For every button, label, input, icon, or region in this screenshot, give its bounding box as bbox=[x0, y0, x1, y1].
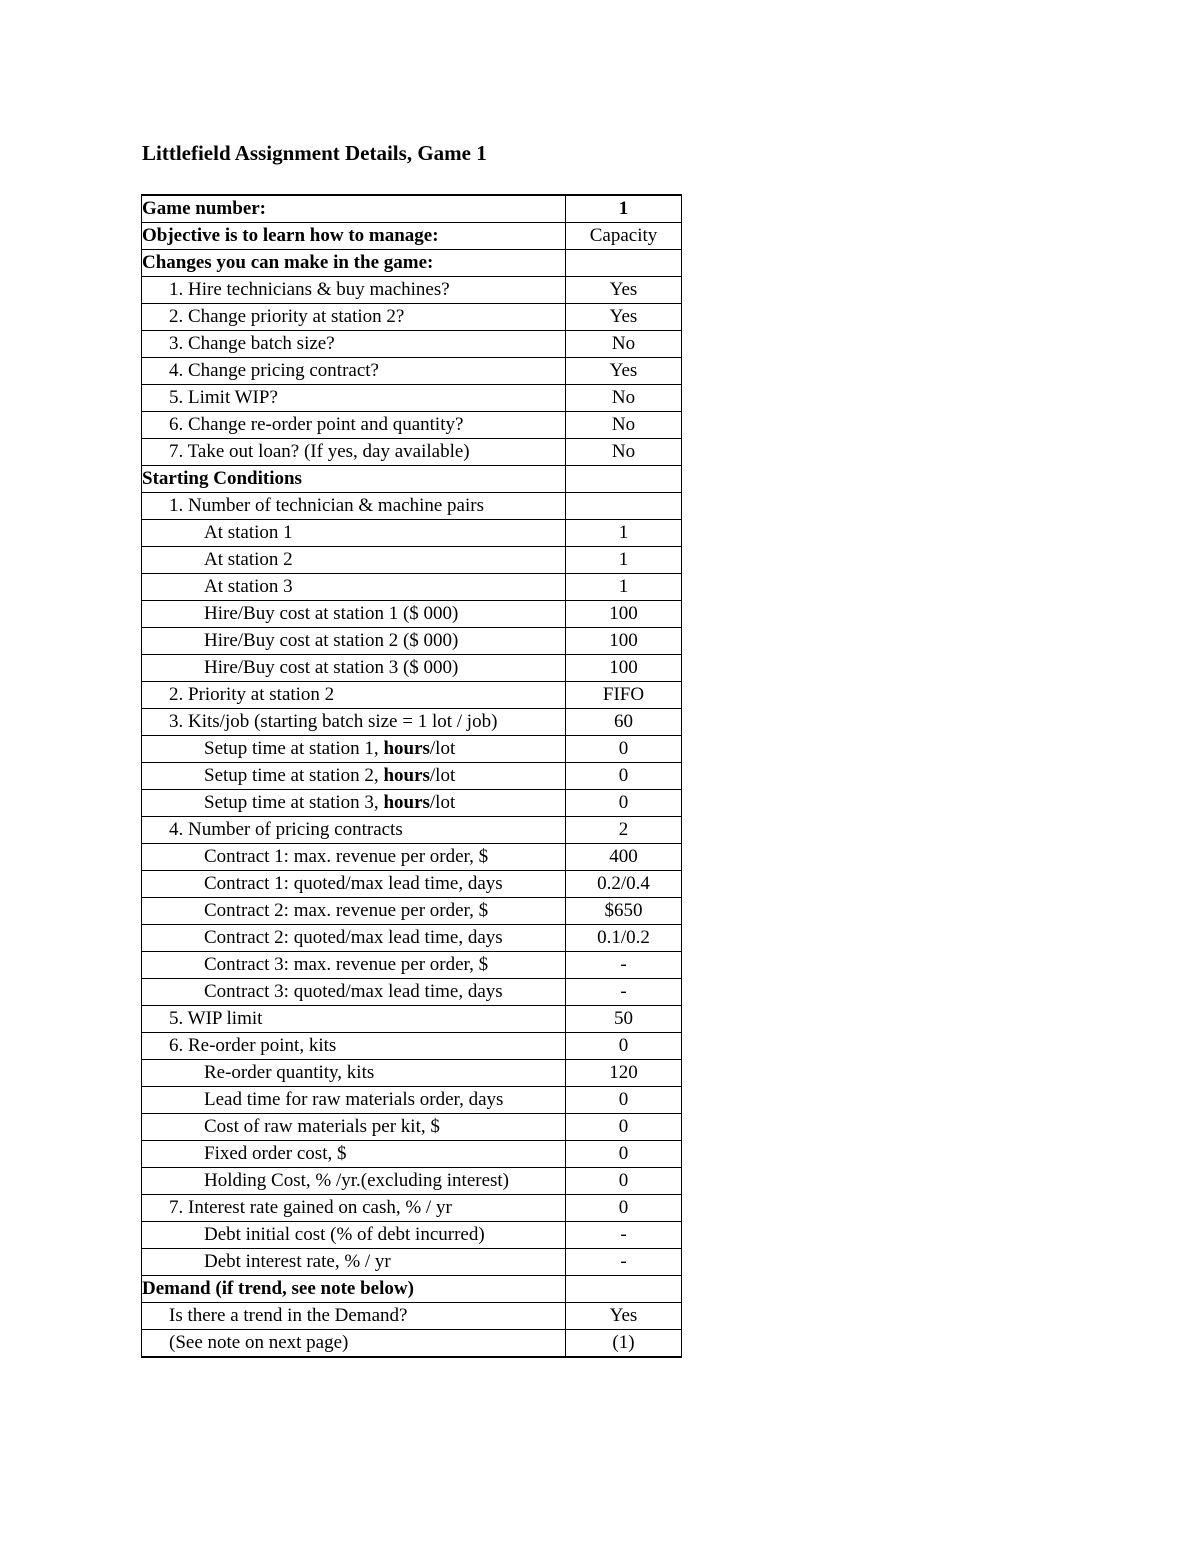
label-text: Setup time at station 2, bbox=[204, 765, 384, 786]
section-heading: Starting Conditions bbox=[142, 466, 566, 493]
table-row bbox=[142, 547, 682, 574]
row-label: At station 3 bbox=[142, 574, 566, 601]
row-value: No bbox=[566, 412, 682, 439]
document-title: Littlefield Assignment Details, Game 1 bbox=[142, 141, 487, 165]
table-row bbox=[142, 574, 682, 601]
row-label: Game number: bbox=[142, 195, 566, 223]
table-row bbox=[142, 331, 682, 358]
row-label: Contract 2: quoted/max lead time, days bbox=[142, 925, 566, 952]
table-row bbox=[142, 952, 682, 979]
table-row bbox=[142, 277, 682, 304]
row-value: Yes bbox=[566, 1303, 682, 1330]
row-label: Debt interest rate, % / yr bbox=[142, 1249, 566, 1276]
table-row bbox=[142, 601, 682, 628]
row-label: Hire/Buy cost at station 2 ($ 000) bbox=[142, 628, 566, 655]
label-text: /lot bbox=[429, 738, 456, 759]
table-row bbox=[142, 1114, 682, 1141]
label-emphasis: hours bbox=[383, 765, 430, 786]
section-heading: Changes you can make in the game: bbox=[142, 250, 566, 277]
table-row bbox=[142, 520, 682, 547]
table-row bbox=[142, 1033, 682, 1060]
row-label: Contract 1: quoted/max lead time, days bbox=[142, 871, 566, 898]
row-label: 7. Take out loan? (If yes, day available) bbox=[142, 439, 566, 466]
table-row bbox=[142, 385, 682, 412]
section-heading: Demand (if trend, see note below) bbox=[142, 1276, 566, 1303]
row-label: At station 1 bbox=[142, 520, 566, 547]
row-label: Debt initial cost (% of debt incurred) bbox=[142, 1222, 566, 1249]
row-label: 5. Limit WIP? bbox=[142, 385, 566, 412]
row-value: 0 bbox=[566, 790, 682, 817]
table-row bbox=[142, 709, 682, 736]
row-value: Yes bbox=[566, 304, 682, 331]
table-row bbox=[142, 358, 682, 385]
table-row bbox=[142, 195, 682, 223]
row-value: 100 bbox=[566, 601, 682, 628]
table-row bbox=[142, 1168, 682, 1195]
row-value: 0 bbox=[566, 1087, 682, 1114]
row-label: Lead time for raw materials order, days bbox=[142, 1087, 566, 1114]
row-label: Re-order quantity, kits bbox=[142, 1060, 566, 1087]
row-value: 0 bbox=[566, 1141, 682, 1168]
row-value: 120 bbox=[566, 1060, 682, 1087]
row-label: 4. Change pricing contract? bbox=[142, 358, 566, 385]
row-label: 6. Change re-order point and quantity? bbox=[142, 412, 566, 439]
table-row bbox=[142, 1087, 682, 1114]
row-value: 0 bbox=[566, 1195, 682, 1222]
row-label: Hire/Buy cost at station 1 ($ 000) bbox=[142, 601, 566, 628]
table-row bbox=[142, 1249, 682, 1276]
row-value: 0 bbox=[566, 763, 682, 790]
row-label: 3. Kits/job (starting batch size = 1 lot / job) bbox=[142, 709, 566, 736]
table-row bbox=[142, 1141, 682, 1168]
table-row bbox=[142, 1195, 682, 1222]
table-row bbox=[142, 979, 682, 1006]
row-value: Yes bbox=[566, 277, 682, 304]
row-label: Contract 3: quoted/max lead time, days bbox=[142, 979, 566, 1006]
table-row bbox=[142, 925, 682, 952]
table-row bbox=[142, 412, 682, 439]
table-row bbox=[142, 1330, 682, 1358]
row-value: (1) bbox=[566, 1330, 682, 1358]
row-label bbox=[142, 736, 566, 763]
row-value: Capacity bbox=[566, 223, 682, 250]
table-row bbox=[142, 250, 682, 277]
row-value: FIFO bbox=[566, 682, 682, 709]
table-row bbox=[142, 736, 682, 763]
row-value: 1 bbox=[566, 547, 682, 574]
row-value: 0 bbox=[566, 1114, 682, 1141]
row-value: 1 bbox=[566, 520, 682, 547]
table-row bbox=[142, 1303, 682, 1330]
row-label: Holding Cost, % /yr.(excluding interest) bbox=[142, 1168, 566, 1195]
label-text: /lot bbox=[429, 792, 456, 813]
row-value: 0 bbox=[566, 1033, 682, 1060]
row-label: Contract 3: max. revenue per order, $ bbox=[142, 952, 566, 979]
row-value: 1 bbox=[566, 574, 682, 601]
table-row bbox=[142, 1060, 682, 1087]
row-value: - bbox=[566, 1222, 682, 1249]
row-value: 0 bbox=[566, 1168, 682, 1195]
label-emphasis: hours bbox=[383, 738, 430, 759]
table-row bbox=[142, 790, 682, 817]
row-value: 0 bbox=[566, 736, 682, 763]
row-value: 50 bbox=[566, 1006, 682, 1033]
row-value bbox=[566, 1276, 682, 1303]
table-row bbox=[142, 817, 682, 844]
table-row bbox=[142, 223, 682, 250]
row-label: Hire/Buy cost at station 3 ($ 000) bbox=[142, 655, 566, 682]
row-label: 7. Interest rate gained on cash, % / yr bbox=[142, 1195, 566, 1222]
label-emphasis: hours bbox=[383, 792, 430, 813]
table-row bbox=[142, 628, 682, 655]
table-row bbox=[142, 763, 682, 790]
row-label bbox=[142, 763, 566, 790]
row-label: 3. Change batch size? bbox=[142, 331, 566, 358]
row-value bbox=[566, 493, 682, 520]
row-label: Contract 1: max. revenue per order, $ bbox=[142, 844, 566, 871]
table-row bbox=[142, 655, 682, 682]
row-label: 2. Priority at station 2 bbox=[142, 682, 566, 709]
row-value: 0.1/0.2 bbox=[566, 925, 682, 952]
table-row bbox=[142, 1222, 682, 1249]
row-value: Yes bbox=[566, 358, 682, 385]
row-label: 6. Re-order point, kits bbox=[142, 1033, 566, 1060]
assignment-details-table bbox=[141, 194, 682, 1358]
table-row bbox=[142, 1276, 682, 1303]
row-value: 1 bbox=[566, 195, 682, 223]
row-label: Is there a trend in the Demand? bbox=[142, 1303, 566, 1330]
label-text: /lot bbox=[429, 765, 456, 786]
row-value bbox=[566, 466, 682, 493]
table-row bbox=[142, 1006, 682, 1033]
row-value: 100 bbox=[566, 628, 682, 655]
row-label: 5. WIP limit bbox=[142, 1006, 566, 1033]
row-value bbox=[566, 250, 682, 277]
table-row bbox=[142, 682, 682, 709]
row-value: - bbox=[566, 1249, 682, 1276]
table-row bbox=[142, 844, 682, 871]
row-value: 60 bbox=[566, 709, 682, 736]
row-label bbox=[142, 790, 566, 817]
table-row bbox=[142, 898, 682, 925]
row-value: - bbox=[566, 952, 682, 979]
row-value: 100 bbox=[566, 655, 682, 682]
row-label: 2. Change priority at station 2? bbox=[142, 304, 566, 331]
row-label: Fixed order cost, $ bbox=[142, 1141, 566, 1168]
row-label: Cost of raw materials per kit, $ bbox=[142, 1114, 566, 1141]
row-value: - bbox=[566, 979, 682, 1006]
label-text: Setup time at station 1, bbox=[204, 738, 384, 759]
row-label: 1. Hire technicians & buy machines? bbox=[142, 277, 566, 304]
row-label: (See note on next page) bbox=[142, 1330, 566, 1358]
row-value: $650 bbox=[566, 898, 682, 925]
row-value: 400 bbox=[566, 844, 682, 871]
row-value: No bbox=[566, 385, 682, 412]
table-row bbox=[142, 466, 682, 493]
label-text: Setup time at station 3, bbox=[204, 792, 384, 813]
row-label: Contract 2: max. revenue per order, $ bbox=[142, 898, 566, 925]
row-label: At station 2 bbox=[142, 547, 566, 574]
row-label: Objective is to learn how to manage: bbox=[142, 223, 566, 250]
table-row bbox=[142, 304, 682, 331]
row-label: 4. Number of pricing contracts bbox=[142, 817, 566, 844]
table-row bbox=[142, 871, 682, 898]
row-value: 2 bbox=[566, 817, 682, 844]
row-value: No bbox=[566, 439, 682, 466]
table-row bbox=[142, 493, 682, 520]
row-label: 1. Number of technician & machine pairs bbox=[142, 493, 566, 520]
row-value: 0.2/0.4 bbox=[566, 871, 682, 898]
table-row bbox=[142, 439, 682, 466]
row-value: No bbox=[566, 331, 682, 358]
